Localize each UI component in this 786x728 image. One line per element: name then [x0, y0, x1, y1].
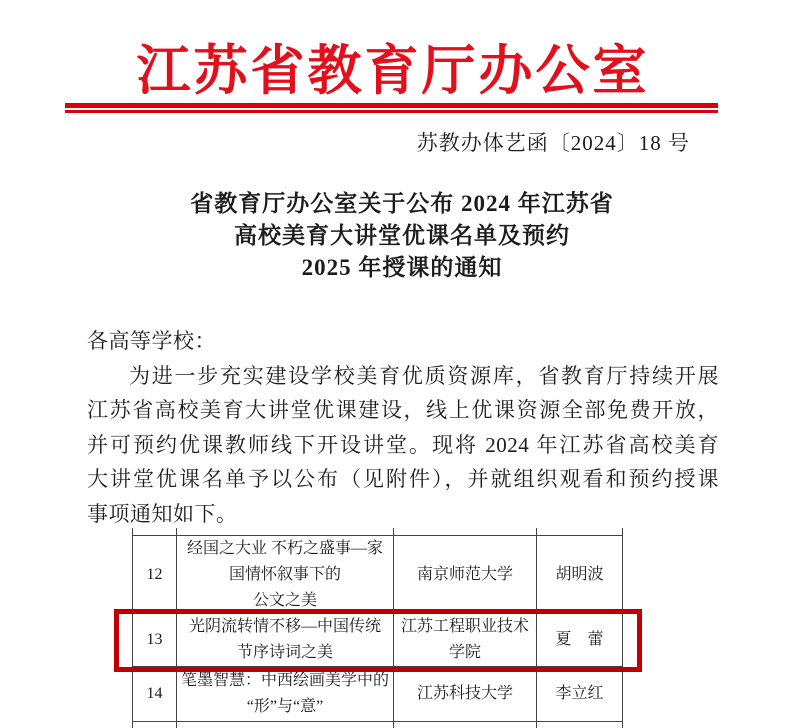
- course-name-line: 笔墨智慧：中西绘画美学中的: [180, 672, 389, 689]
- table-row: [132, 666, 623, 721]
- row-number-cell: 14: [132, 667, 177, 721]
- red-separator-line: [65, 103, 718, 113]
- course-name-cell: [177, 667, 394, 721]
- document-body: [87, 324, 719, 532]
- school-name-line: 江苏科技大学: [416, 685, 513, 702]
- course-name-line: 公文之美: [252, 591, 317, 609]
- red-highlight-annotation-box: [114, 609, 642, 672]
- course-name-line: “形”与“意”: [246, 698, 324, 715]
- teacher-cell: 夏 蕾: [537, 614, 623, 666]
- school-name-line: 江苏工程职业技术: [400, 618, 529, 635]
- row-number-cell: 13: [132, 614, 177, 666]
- body-line: 江苏省高校美育大讲堂优课建设，线上优课资源全部免费开放，: [87, 398, 719, 423]
- teacher-cell: 胡明波: [537, 536, 623, 613]
- body-line: 为进一步充实建设学校美育优质资源库，省教育厅持续开展: [129, 363, 719, 388]
- document-number: 苏教办体艺函〔2024〕18 号: [416, 131, 690, 155]
- body-line: 并可预约优课教师线下开设讲堂。现将 2024 年江苏省高校美育: [87, 432, 719, 457]
- body-line: 大讲堂优课名单予以公布（见附件），并就组织观看和预约授课: [87, 467, 719, 492]
- agency-header: 江苏省教育厅办公室: [136, 41, 650, 101]
- school-cell: [394, 667, 537, 721]
- document-title-line-3: 2025 年授课的通知: [301, 255, 503, 280]
- course-name-cell: [177, 536, 394, 613]
- table-cutoff-row-bottom: [132, 721, 623, 728]
- document-title-line-1: 省教育厅办公室关于公布 2024 年江苏省: [190, 191, 614, 216]
- course-name-line: 节序诗词之美: [236, 644, 333, 661]
- table-cutoff-row-top: [132, 528, 623, 535]
- school-cell: [394, 536, 537, 613]
- school-name-line: 学院: [448, 644, 481, 661]
- document-title: [78, 188, 726, 284]
- course-name-line: 国情怀叙事下的: [228, 565, 341, 583]
- red-separator-thin-bar: [65, 110, 718, 113]
- row-number-cell: 12: [132, 536, 177, 613]
- salutation: 各高等学校：: [87, 329, 216, 353]
- school-name-line: 南京师范大学: [416, 565, 513, 583]
- course-name-line: 光阴流转情不移—中国传统: [188, 618, 381, 635]
- document-title-line-2: 高校美育大讲堂优课名单及预约: [234, 223, 570, 248]
- body-line: 事项通知如下。: [87, 501, 238, 526]
- course-name-line: 经国之大业 不朽之盛事—家: [186, 539, 383, 557]
- teacher-cell: 李立红: [537, 667, 623, 721]
- table-row: [132, 535, 623, 613]
